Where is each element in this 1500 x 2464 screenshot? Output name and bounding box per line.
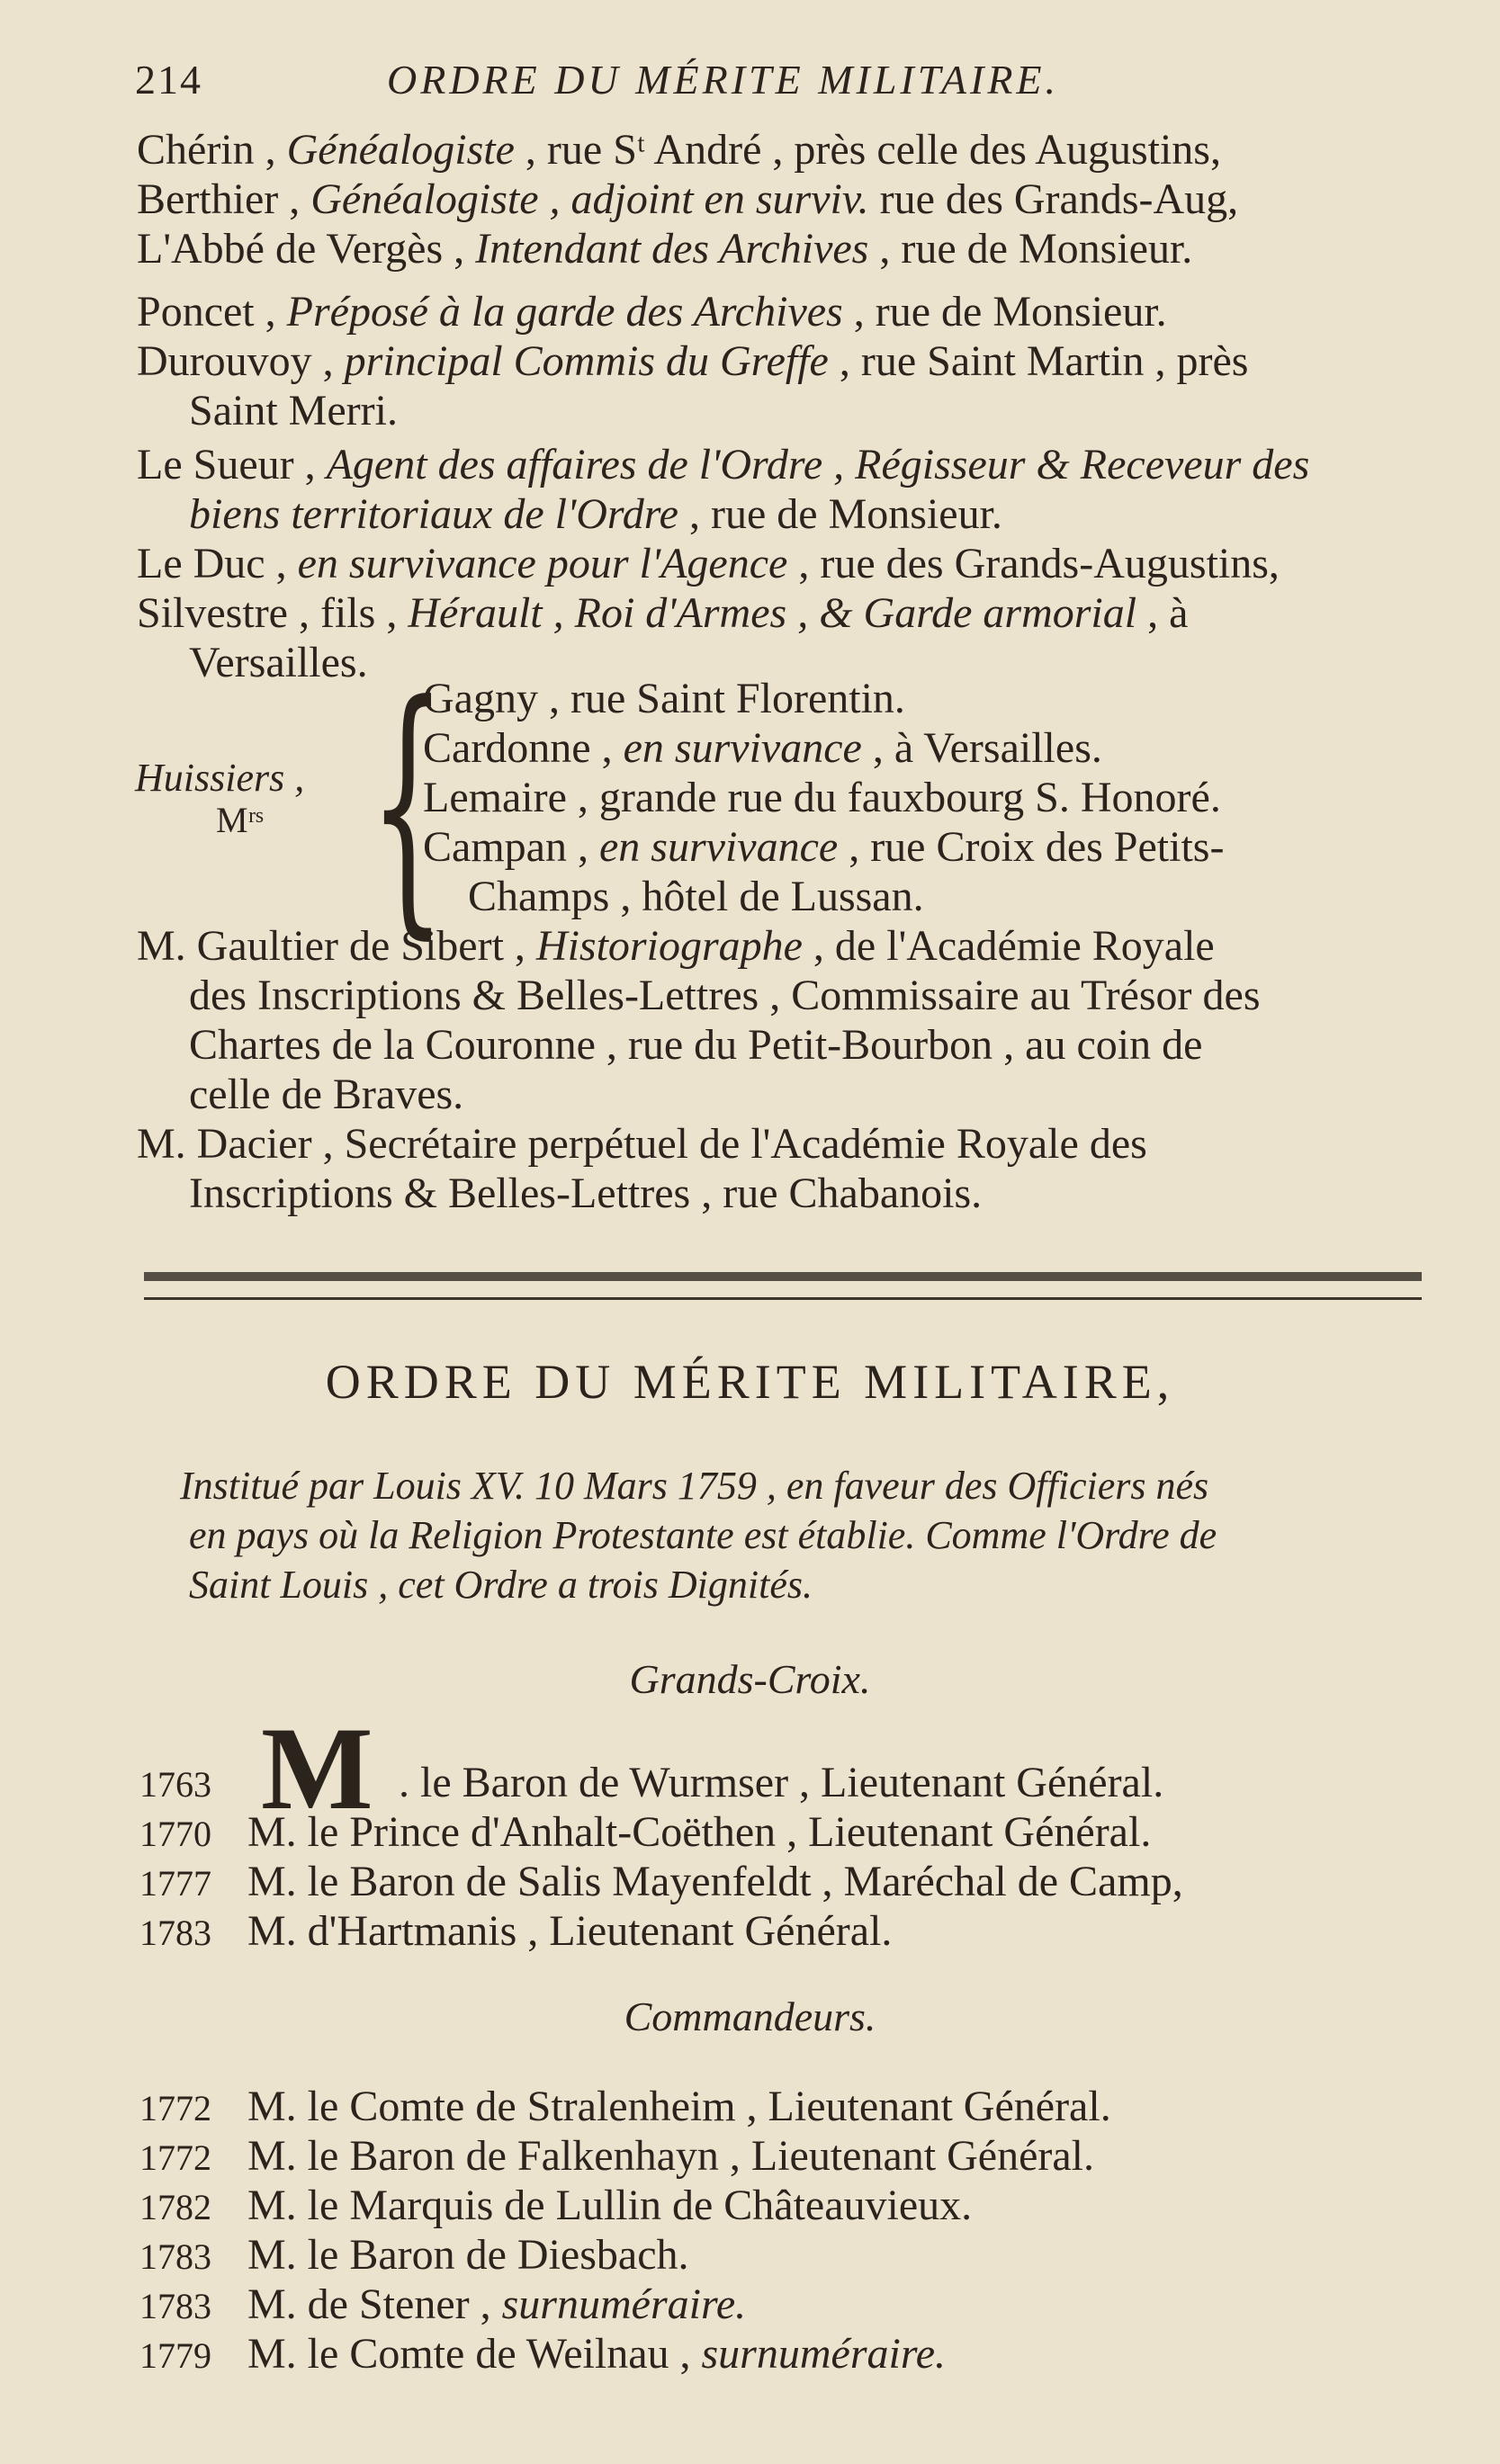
text-roman: M. d'Hartmanis , Lieutenant Général. xyxy=(247,1907,893,1955)
intro-line: Institué par Louis XV. 10 Mars 1759 , en faveur des Officiers nés xyxy=(180,1464,1209,1508)
entry-line xyxy=(189,639,368,687)
year: 1772 xyxy=(139,2088,211,2128)
section-title: ORDRE DU MÉRITE MILITAIRE, xyxy=(325,1355,1175,1409)
text-roman: M. le Marquis de Lullin de Châteauvieux. xyxy=(247,2182,973,2229)
text-roman: M. le Baron de Salis Mayenfeldt , Maréchal de Camp, xyxy=(247,1858,1183,1905)
text-roman: Poncet , xyxy=(137,288,287,336)
text-roman: M. le Prince d'Anhalt-Coëthen , Lieutenant Général. xyxy=(247,1808,1152,1856)
entry-line xyxy=(137,225,1192,273)
year: 1783 xyxy=(139,1913,211,1953)
text-roman: rue des Grands-Aug, xyxy=(868,175,1239,223)
text-roman: , rue de Monsieur. xyxy=(842,288,1167,336)
text-roman: Le Sueur , xyxy=(137,441,327,488)
text-italic: Intendant des Archives xyxy=(475,225,869,273)
year: 1783 xyxy=(139,2286,211,2326)
text-roman: Chérin , xyxy=(137,126,287,174)
entry-line xyxy=(189,387,398,435)
commandeurs-heading: Commandeurs. xyxy=(624,1994,876,2039)
text-roman: Champs , hôtel de Lussan. xyxy=(468,873,924,920)
entry-line xyxy=(189,490,1002,539)
tail-line xyxy=(189,1169,982,1218)
year: 1763 xyxy=(139,1764,211,1805)
text-roman: M. Dacier , Secrétaire perpétuel de l'Académie Royale des xyxy=(137,1120,1147,1168)
year: 1782 xyxy=(139,2187,211,2227)
text-italic: Historiographe xyxy=(535,922,803,970)
text-roman: Lemaire , grande rue du fauxbourg S. Honoré. xyxy=(423,774,1221,821)
year: 1772 xyxy=(139,2137,211,2178)
text-roman: , rue Sᵗ André , près celle des Augustins, xyxy=(514,126,1221,174)
text-roman: Saint Merri. xyxy=(189,387,398,435)
text-italic: Préposé à la garde des Archives xyxy=(286,288,843,336)
text-italic: en survivance xyxy=(623,724,862,772)
text-italic: en survivance xyxy=(598,823,839,871)
text-roman: M. le Comte de Stralenheim , Lieutenant Général. xyxy=(247,2083,1111,2130)
commandeur-row xyxy=(139,2083,1111,2133)
intro-line: en pays où la Religion Protestante est établie. Comme l'Ordre de xyxy=(189,1513,1217,1557)
brace-glyph: { xyxy=(369,648,446,962)
section-rule-thick xyxy=(144,1272,1422,1281)
commandeur-row xyxy=(139,2330,946,2380)
tail-line xyxy=(137,1120,1147,1169)
text-roman: Chartes de la Couronne , rue du Petit-Bourbon , au coin de xyxy=(189,1021,1203,1069)
text-roman: Silvestre , fils , xyxy=(137,589,409,637)
text-roman: , rue des Grands-Augustins, xyxy=(787,540,1280,587)
tail-line xyxy=(189,1071,463,1119)
grands-croix-heading: Grands-Croix. xyxy=(629,1656,871,1702)
section-rule-thin xyxy=(144,1297,1422,1300)
text-italic: Généalogiste , adjoint en surviv. xyxy=(310,175,869,223)
text-roman: M. de Stener , xyxy=(247,2280,502,2328)
text-roman: , de l'Académie Royale xyxy=(802,922,1215,970)
text-roman: , rue Croix des Petits- xyxy=(838,823,1225,871)
entry-line xyxy=(137,589,1188,638)
text-italic: Hérault , Roi d'Armes , & Garde armorial xyxy=(408,589,1137,637)
text-roman: , à xyxy=(1136,589,1189,637)
text-roman: . le Baron de Wurmser , Lieutenant Général. xyxy=(399,1759,1164,1806)
drop-initial: M xyxy=(261,1702,373,1834)
text-roman: , rue de Monsieur. xyxy=(868,225,1193,273)
text-italic: principal Commis du Greffe xyxy=(344,337,829,385)
huissier-line xyxy=(423,774,1221,822)
entry-line xyxy=(137,540,1280,588)
commandeur-row xyxy=(139,2280,746,2331)
running-title: ORDRE DU MÉRITE MILITAIRE. xyxy=(387,57,1060,103)
text-roman: Le Duc , xyxy=(137,540,298,587)
year: 1777 xyxy=(139,1863,211,1904)
text-roman: Durouvoy , xyxy=(137,337,345,385)
entry-line xyxy=(137,126,1221,175)
intro-line: Saint Louis , cet Ordre a trois Dignités. xyxy=(189,1563,813,1607)
huissier-line xyxy=(468,873,924,921)
page-number: 214 xyxy=(135,57,202,103)
text-italic: en survivance pour l'Agence xyxy=(297,540,788,587)
grand-croix-row xyxy=(139,1858,1183,1908)
commandeur-row xyxy=(139,2231,689,2281)
year: 1779 xyxy=(139,2335,211,2376)
text-roman: L'Abbé de Vergès , xyxy=(137,225,476,273)
text-roman: M. Gaultier de Sibert , xyxy=(137,922,536,970)
huissiers-label-mrs: Mʳˢ xyxy=(216,800,264,840)
text-italic: Agent des affaires de l'Ordre , Régisseur & Receveur des xyxy=(326,441,1310,488)
text-roman: , rue Saint Martin , près xyxy=(828,337,1249,385)
text-roman: , à Versailles. xyxy=(861,724,1102,772)
huissier-line xyxy=(423,724,1102,773)
text-roman: Berthier , xyxy=(137,175,311,223)
grand-croix-row xyxy=(139,1759,1163,1809)
tail-line xyxy=(137,922,1215,971)
text-roman: , rue de Monsieur. xyxy=(678,490,1002,538)
text-roman: M. le Baron de Diesbach. xyxy=(247,2231,689,2279)
huissier-line xyxy=(423,675,905,723)
tail-line xyxy=(189,972,1261,1020)
text-roman: Versailles. xyxy=(189,639,368,686)
year: 1770 xyxy=(139,1814,211,1854)
text-italic: surnuméraire. xyxy=(501,2280,747,2328)
text-roman: Inscriptions & Belles-Lettres , rue Chabanois. xyxy=(189,1169,983,1217)
grand-croix-row xyxy=(139,1907,892,1958)
entry-line xyxy=(137,441,1309,489)
text-roman: Cardonne , xyxy=(423,724,624,772)
entry-line xyxy=(137,288,1167,336)
entry-line xyxy=(137,337,1248,386)
huissier-line xyxy=(423,823,1224,872)
text-roman: M. le Baron de Falkenhayn , Lieutenant Général. xyxy=(247,2132,1095,2180)
tail-line xyxy=(189,1021,1202,1070)
huissiers-label: Huissiers , xyxy=(135,756,305,800)
entry-line xyxy=(137,175,1238,224)
text-italic: surnuméraire. xyxy=(701,2330,947,2378)
text-roman: celle de Braves. xyxy=(189,1071,464,1118)
commandeur-row xyxy=(139,2182,972,2232)
text-roman: des Inscriptions & Belles-Lettres , Commissaire au Trésor des xyxy=(189,972,1261,1019)
text-roman: Campan , xyxy=(423,823,599,871)
text-roman: Gagny , rue Saint Florentin. xyxy=(423,675,905,722)
text-italic: biens territoriaux de l'Ordre xyxy=(189,490,678,538)
commandeur-row xyxy=(139,2132,1094,2182)
text-italic: Généalogiste xyxy=(286,126,515,174)
text-roman: M. le Comte de Weilnau , xyxy=(247,2330,702,2378)
year: 1783 xyxy=(139,2236,211,2277)
grand-croix-row xyxy=(139,1808,1151,1859)
